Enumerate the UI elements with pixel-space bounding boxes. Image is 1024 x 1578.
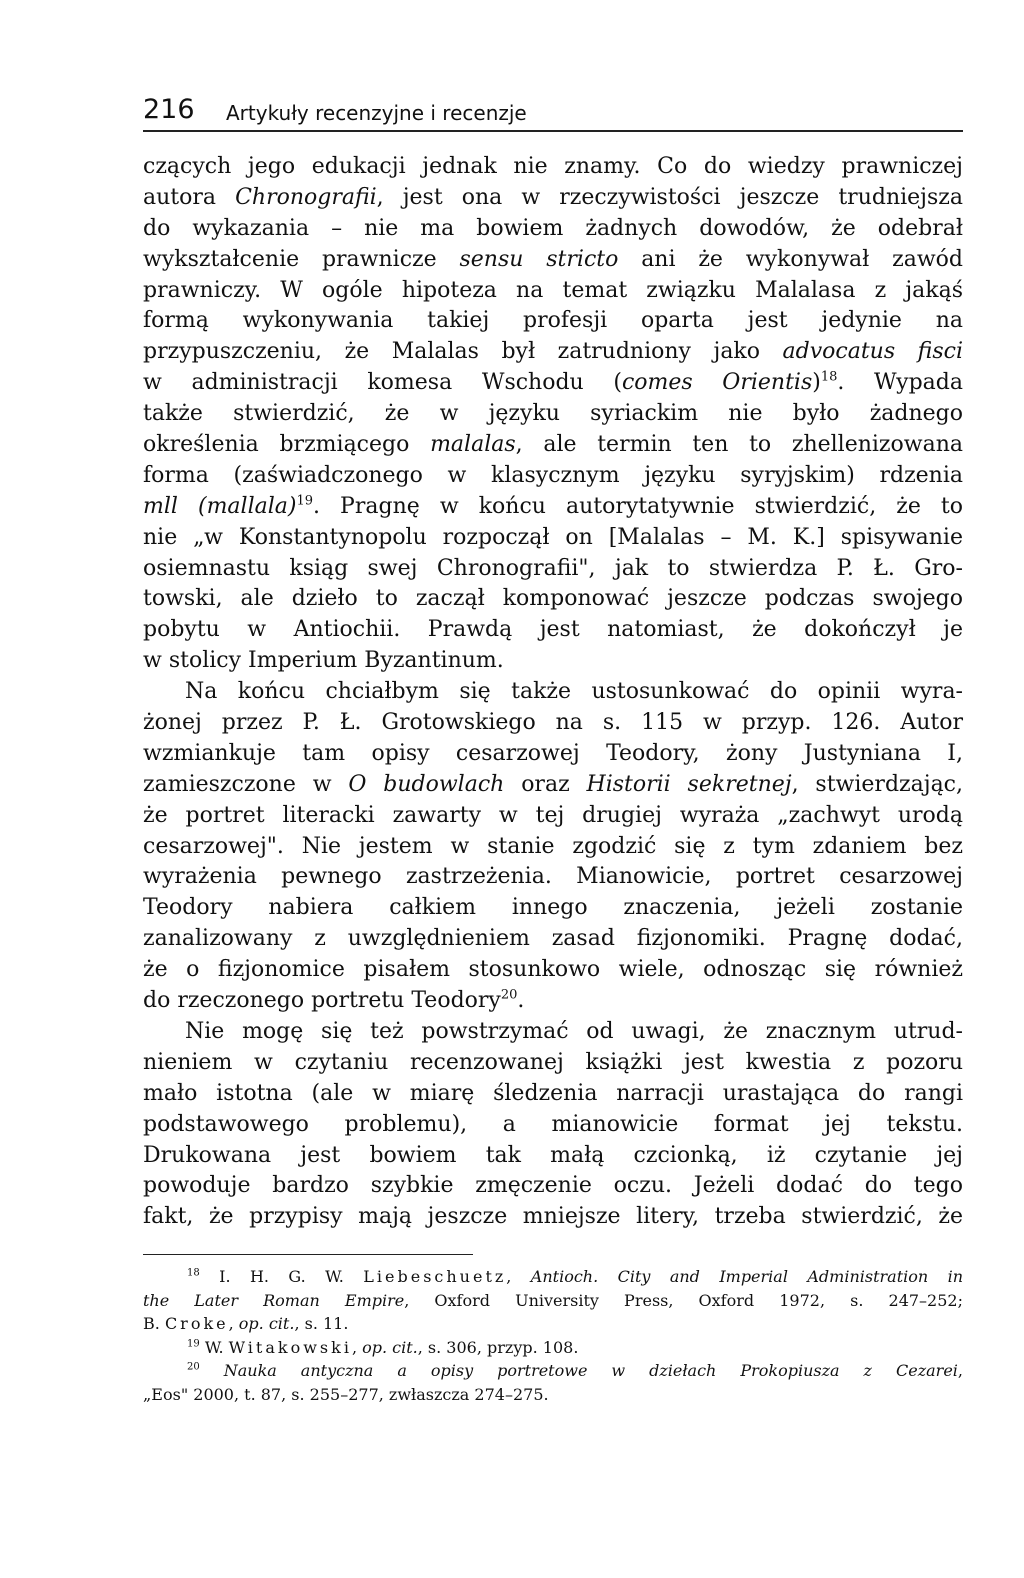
text-line: powoduje bardzo szybkie zmęczenie oczu. Jeżeli dodać do tego bbox=[143, 1173, 963, 1199]
footnote-ref-18: 18 bbox=[820, 369, 838, 385]
footnote-ref-19: 19 bbox=[296, 493, 314, 509]
text-line: zanalizowany z uwzględnieniem zasad fizjonomiki. Pragnę dodać, bbox=[143, 926, 963, 952]
text-line: wyrażenia pewnego zastrzeżenia. Mianowicie, portret cesarzowej bbox=[143, 864, 963, 890]
text-line: forma (zaświadczonego w klasycznym języku syryjskim) rdzenia bbox=[143, 462, 963, 488]
text-line: Teodory nabiera całkiem innego znaczenia, jeżeli zostanie bbox=[143, 895, 963, 921]
page-number: 216 bbox=[143, 94, 195, 125]
text-line: przypuszczeniu, że Malalas był zatrudniony jako advocatus fisci bbox=[143, 339, 963, 365]
paragraph-start: Na końcu chciałbym się także ustosunkować do opinii wyra- bbox=[185, 679, 963, 705]
text-line: fakt, że przypisy mają jeszcze mniejsze litery, trzeba stwierdzić, że bbox=[143, 1204, 963, 1230]
footnote-20: $^{20}$ Nauka antyczna a opisy portretowe w dziełach Prokopiusza z Cezarei, bbox=[187, 1361, 963, 1381]
text-line: formą wykonywania takiej profesji oparta jest jedynie na bbox=[143, 308, 963, 334]
text-line: żonej przez P. Ł. Grotowskiego na s. 115 w przyp. 126. Autor bbox=[143, 710, 963, 736]
text-line: czących jego edukacji jednak nie znamy. Co do wiedzy prawniczej bbox=[143, 154, 963, 179]
text-line: nieniem w czytaniu recenzowanej książki jest kwestia z pozoru bbox=[143, 1049, 963, 1075]
text-line: w stolicy Imperium Byzantinum. bbox=[143, 648, 504, 674]
text-line: mll (mallala)$^{19}$. Pragnę w końcu autorytatywnie stwierdzić, że to bbox=[143, 493, 963, 519]
text-line: mało istotna (ale w miarę śledzenia narracji urastająca do rangi bbox=[143, 1080, 963, 1106]
footnotes bbox=[143, 1265, 963, 1407]
text-line: towski, ale dzieło to zaczął komponować jeszcze podczas swojego bbox=[143, 586, 963, 612]
footnote-18: $^{18}$ I. H. G. W. Liebeschuetz, Antioch. City and Imperial Administration in bbox=[187, 1267, 964, 1286]
main-text bbox=[143, 152, 963, 1233]
text-line: prawniczy. W ogóle hipoteza na temat związku Malalasa z jakąś bbox=[143, 277, 963, 303]
footnote-18-cont: the Later Roman Empire, Oxford University Press, Oxford 1972, s. 247–252; bbox=[143, 1290, 963, 1310]
text-line: autora Chronografii, jest ona w rzeczywistości jeszcze trudniejsza bbox=[143, 184, 963, 210]
text-line: także stwierdzić, że w języku syriackim nie było żadnego bbox=[143, 401, 963, 427]
text-line: Drukowana jest bowiem tak małą czcionką, iż czytanie jej bbox=[143, 1142, 963, 1168]
text-line: cesarzowej". Nie jestem w stanie zgodzić się z tym zdaniem bez bbox=[143, 833, 963, 859]
footnote-ref-20: 20 bbox=[500, 987, 518, 1003]
text-line: określenia brzmiącego malalas, ale termin ten to zhellenizowana bbox=[143, 432, 964, 458]
text-line: pobytu w Antiochii. Prawdą jest natomiast, że dokończył je bbox=[143, 617, 963, 643]
text-line: że o fizjonomice pisałem stosunkowo wiele, odnosząc się również bbox=[143, 957, 963, 983]
text-line: podstawowego problemu), a mianowicie format jej tekstu. bbox=[143, 1111, 963, 1137]
footnote-18-cont: B. Croke, op. cit., s. 11. bbox=[143, 1314, 349, 1334]
text-line: wykształcenie prawnicze sensu stricto ani że wykonywał zawód bbox=[143, 246, 964, 272]
footnote-20-cont: „Eos" 2000, t. 87, s. 255–277, zwłaszcza 274–275. bbox=[143, 1384, 549, 1404]
text-line: do rzeczonego portretu Teodory$^{20}$. bbox=[143, 987, 525, 1014]
text-line: do wykazania – nie ma bowiem żadnych dowodów, że odebrał bbox=[143, 215, 963, 241]
footnote-divider bbox=[143, 1254, 473, 1255]
footnote-19: $^{19}$ W. Witakowski, op. cit., s. 306, przyp. 108. bbox=[187, 1337, 579, 1357]
text-line: zamieszczone w O budowlach oraz Historii sekretnej, stwierdzając, bbox=[143, 771, 963, 797]
paragraph-start: Nie mogę się też powstrzymać od uwagi, że znacznym utrud- bbox=[185, 1018, 963, 1044]
text-line: nie „w Konstantynopolu rozpoczął on [Malalas – M. K.] spisywanie bbox=[143, 524, 963, 550]
text-line: osiemnastu ksiąg swej Chronografii", jak to stwierdza P. Ł. Gro- bbox=[143, 555, 963, 581]
running-header bbox=[143, 90, 963, 132]
running-title: Artykuły recenzyjne i recenzje bbox=[226, 101, 527, 125]
text-line: wzmiankuje tam opisy cesarzowej Teodory, żony Justyniana I, bbox=[143, 740, 963, 766]
text-line: że portret literacki zawarty w tej drugiej wyraża „zachwyt urodą bbox=[143, 802, 963, 828]
text-line: w administracji komesa Wschodu (comes Orientis)$^{18}$. Wypada bbox=[143, 369, 963, 396]
